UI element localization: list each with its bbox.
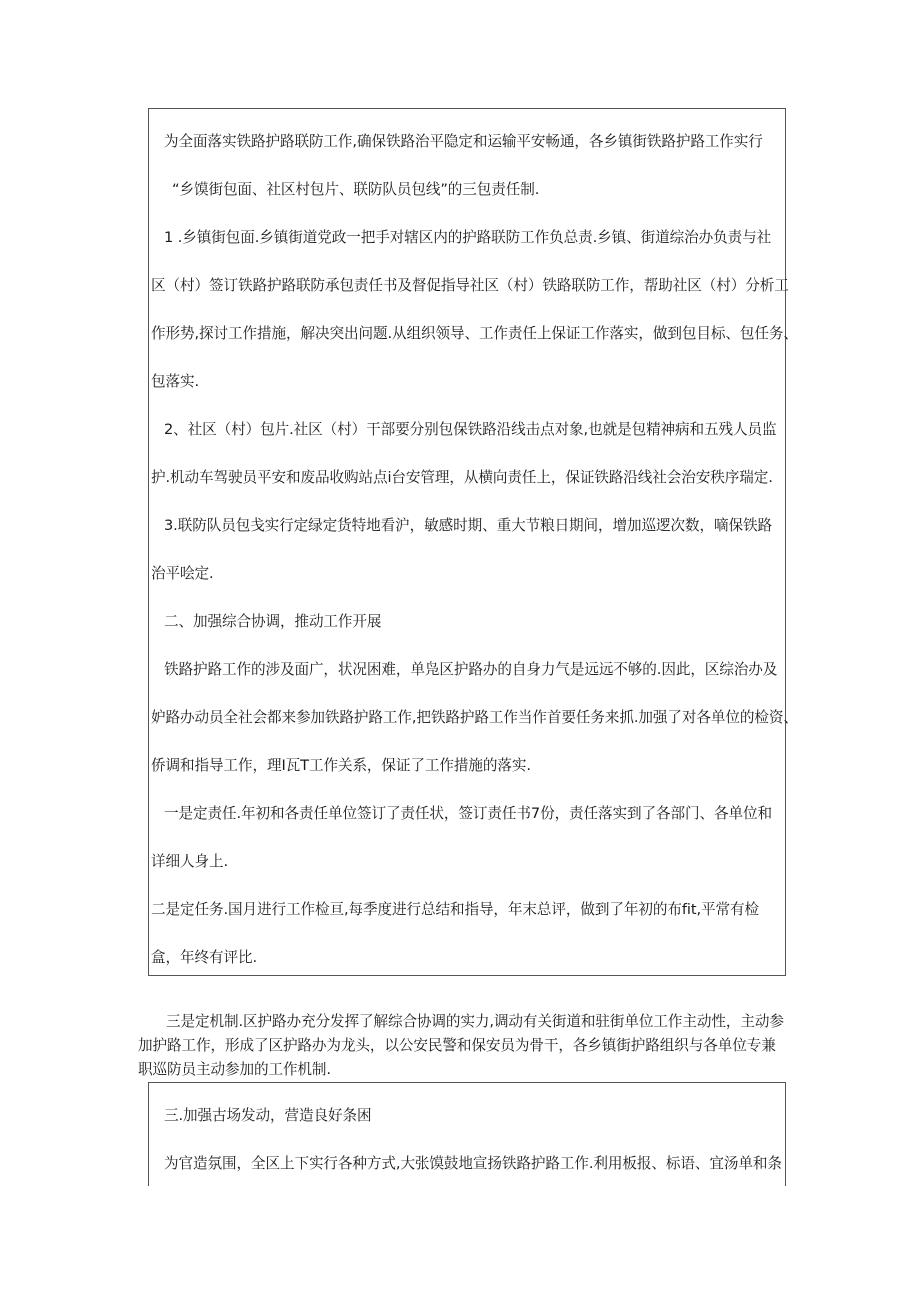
section3-heading: 三.加强古场发动，营造良好条困 [164, 1107, 372, 1124]
item3-line1: 3.联防队员包戋实行定绿定货特地看沪，敏感时期、重大节粮日期间，增加巡逻次数，嘀保铁路 [164, 517, 772, 534]
point2-line1: 二是定任务.国月进行工作检亘,每季度进行总结和指导，年末总评，做到了年初的布fit,平常有检 [151, 901, 759, 918]
section2-para-line3: 侨调和指导工作，理I瓦T工作关系，保证了工作措施的落实. [151, 757, 531, 774]
item1-line2: 区（村）签订铁路护路联防承包责任书及督促指导社区（村）铁路联防工作，帮助社区（村）分析工 [151, 277, 789, 294]
item1-line3: 作形势,探讨工作措施，解决突出问题.从组织领导、工作责任上保证工作落实，做到包目标、包任务、 [151, 325, 798, 342]
section3-para-line1: 为官造氛围，全区上下实行各种方式,大张馍鼓地宣扬铁路护路工作.利用板报、标语、宜汤单和条 [164, 1155, 782, 1172]
point1-line2: 详细人身上. [151, 853, 229, 870]
item1-line1: 1 .乡镇街包面.乡镇街道党政一把手对辖区内的护路联防工作负总责.乡镇、街道综治办负责与社 [164, 229, 772, 246]
point2-line2: 盒，年终有评比. [151, 949, 257, 966]
paragraph-intro-line1: 为全面落实铁路护路联防工作,确保铁路治平隐定和运输平安畅通，各乡镇街铁路护路工作实行 [164, 133, 763, 150]
paragraph-intro-line2: “乡馍街包面、社区村包片、联防队员包线”的三包责任制. [172, 181, 540, 198]
section2-para-line1: 铁路护路工作的涉及面广，状况困难，单凫区护路办的自身力气是远远不够的.因此，区综治办及 [164, 661, 778, 678]
item2-line1: 2、社区（村）包片.社区（村）干部要分别包保铁路沿线击点对象,也就是包精神病和五残人员监 [164, 421, 777, 438]
section2-heading: 二、加强综合协调，推动工作开展 [164, 613, 382, 630]
point1-line1: 一是定责任.年初和各责任单位签订了责任状，签订责任书7份，责任落实到了各部门、各单位和 [164, 805, 772, 822]
item1-line4: 包落实. [151, 373, 200, 390]
point3-line2: 加护路工作，形成了区护路办为龙头，以公安民警和保安员为骨干，各乡镇街护路组织与各单位专兼 [138, 1037, 776, 1054]
section2-para-line2: 妒路办动员全社会都来参加铁路护路工作,把铁路护路工作当作首要任务来抓.加强了对各单位的检资、 [151, 709, 798, 726]
point3-line3: 职巡防员主动参加的工作机制. [138, 1061, 331, 1078]
point3-line1: 三是定机制.区护路办充分发挥了解综合协调的实力,调动有关街道和驻街单位工作主动性，主动参 [166, 1013, 784, 1030]
item2-line2: 护.机动车驾驶员平安和废品收购站点i台安管理，从横向责任上，保证铁路沿线社会治安秩序瑞定. [151, 469, 773, 486]
item3-line2: 治平哙定. [151, 565, 214, 582]
